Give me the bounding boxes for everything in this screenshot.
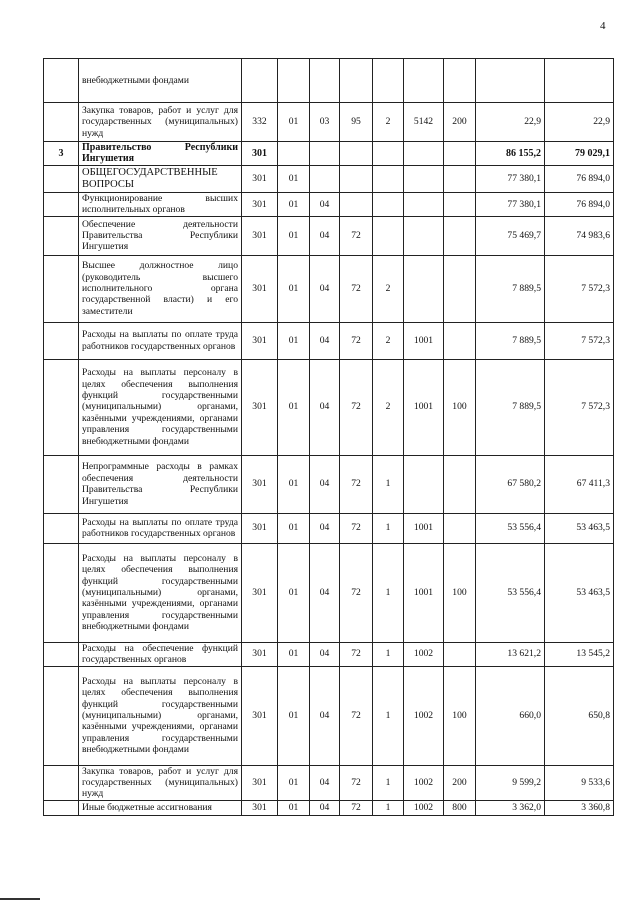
amount-executed bbox=[545, 59, 614, 103]
code-subsection: 04 bbox=[310, 455, 340, 513]
amount-executed: 9 533,6 bbox=[545, 765, 614, 800]
code-subsection: 04 bbox=[310, 255, 340, 322]
item-name: Правительство Республики Ингушетия bbox=[79, 142, 242, 166]
code-section: 01 bbox=[278, 800, 310, 815]
item-name: Расходы на обеспечение функций государственных органов bbox=[79, 642, 242, 666]
amount-executed: 53 463,5 bbox=[545, 543, 614, 642]
code-ministry: 301 bbox=[242, 513, 278, 543]
code-item: 1002 bbox=[404, 642, 444, 666]
amount-planned: 9 599,2 bbox=[476, 765, 545, 800]
table-row bbox=[44, 455, 614, 513]
amount-planned: 7 889,5 bbox=[476, 359, 545, 455]
code-subsection: 03 bbox=[310, 103, 340, 142]
amount-executed: 13 545,2 bbox=[545, 642, 614, 666]
code-expense-type bbox=[444, 513, 476, 543]
table-row bbox=[44, 800, 614, 815]
code-subprogram: 2 bbox=[373, 359, 404, 455]
item-name: внебюджетными фондами bbox=[79, 59, 242, 103]
amount-planned: 22,9 bbox=[476, 103, 545, 142]
code-expense-type: 200 bbox=[444, 103, 476, 142]
code-subprogram: 2 bbox=[373, 255, 404, 322]
code-program: 72 bbox=[340, 255, 373, 322]
code-subsection bbox=[310, 59, 340, 103]
amount-planned: 7 889,5 bbox=[476, 255, 545, 322]
code-subprogram: 1 bbox=[373, 765, 404, 800]
code-item bbox=[404, 192, 444, 216]
amount-executed: 53 463,5 bbox=[545, 513, 614, 543]
amount-planned: 3 362,0 bbox=[476, 800, 545, 815]
code-ministry: 332 bbox=[242, 103, 278, 142]
code-expense-type: 800 bbox=[444, 800, 476, 815]
amount-planned: 7 889,5 bbox=[476, 322, 545, 359]
code-subprogram: 2 bbox=[373, 322, 404, 359]
code-program: 72 bbox=[340, 359, 373, 455]
code-section: 01 bbox=[278, 765, 310, 800]
scan-artifact-line bbox=[0, 898, 40, 900]
table-row bbox=[44, 142, 614, 166]
amount-executed: 76 894,0 bbox=[545, 165, 614, 192]
code-ministry: 301 bbox=[242, 455, 278, 513]
code-subprogram: 1 bbox=[373, 800, 404, 815]
code-ministry: 301 bbox=[242, 255, 278, 322]
row-number bbox=[44, 455, 79, 513]
row-number bbox=[44, 543, 79, 642]
row-number bbox=[44, 165, 79, 192]
code-subsection: 04 bbox=[310, 216, 340, 255]
row-number bbox=[44, 192, 79, 216]
amount-executed: 650,8 bbox=[545, 666, 614, 765]
code-item: 1001 bbox=[404, 359, 444, 455]
code-program: 72 bbox=[340, 543, 373, 642]
code-section: 01 bbox=[278, 359, 310, 455]
code-section: 01 bbox=[278, 642, 310, 666]
row-number bbox=[44, 322, 79, 359]
table-row bbox=[44, 255, 614, 322]
code-ministry: 301 bbox=[242, 359, 278, 455]
code-subsection: 04 bbox=[310, 359, 340, 455]
item-name: Закупка товаров, работ и услуг для государственных (муниципальных) нужд bbox=[79, 103, 242, 142]
code-section: 01 bbox=[278, 216, 310, 255]
amount-planned: 53 556,4 bbox=[476, 513, 545, 543]
row-number bbox=[44, 255, 79, 322]
code-expense-type bbox=[444, 216, 476, 255]
code-section: 01 bbox=[278, 255, 310, 322]
amount-planned: 77 380,1 bbox=[476, 192, 545, 216]
code-subprogram: 1 bbox=[373, 666, 404, 765]
row-number bbox=[44, 513, 79, 543]
amount-planned: 13 621,2 bbox=[476, 642, 545, 666]
code-expense-type bbox=[444, 142, 476, 166]
code-subprogram bbox=[373, 142, 404, 166]
code-item: 1001 bbox=[404, 322, 444, 359]
row-number: 3 bbox=[44, 142, 79, 166]
amount-planned: 77 380,1 bbox=[476, 165, 545, 192]
item-name: Расходы на выплаты персоналу в целях обеспечения выполнения функций государственными (муниципальными) органами, казёнными учреждениями, органами управления государственными внебюджетными фондами bbox=[79, 666, 242, 765]
code-item: 1001 bbox=[404, 513, 444, 543]
amount-planned bbox=[476, 59, 545, 103]
code-expense-type bbox=[444, 642, 476, 666]
table-row bbox=[44, 642, 614, 666]
code-subsection: 04 bbox=[310, 543, 340, 642]
code-program bbox=[340, 59, 373, 103]
amount-planned: 86 155,2 bbox=[476, 142, 545, 166]
item-name: ОБЩЕГОСУДАРСТВЕННЫЕ ВОПРОСЫ bbox=[79, 165, 242, 192]
code-ministry: 301 bbox=[242, 800, 278, 815]
table-row bbox=[44, 765, 614, 800]
code-ministry: 301 bbox=[242, 165, 278, 192]
code-subprogram bbox=[373, 216, 404, 255]
item-name: Функционирование высших исполнительных органов bbox=[79, 192, 242, 216]
code-expense-type: 100 bbox=[444, 359, 476, 455]
item-name: Расходы на выплаты по оплате труда работников государственных органов bbox=[79, 322, 242, 359]
code-item: 1001 bbox=[404, 543, 444, 642]
row-number bbox=[44, 216, 79, 255]
amount-planned: 75 469,7 bbox=[476, 216, 545, 255]
code-item bbox=[404, 165, 444, 192]
code-subprogram: 2 bbox=[373, 103, 404, 142]
amount-executed: 74 983,6 bbox=[545, 216, 614, 255]
code-ministry: 301 bbox=[242, 142, 278, 166]
code-subsection bbox=[310, 142, 340, 166]
table-row bbox=[44, 216, 614, 255]
code-subprogram: 1 bbox=[373, 642, 404, 666]
code-subprogram bbox=[373, 165, 404, 192]
code-subprogram: 1 bbox=[373, 543, 404, 642]
code-ministry: 301 bbox=[242, 216, 278, 255]
code-section: 01 bbox=[278, 322, 310, 359]
code-program bbox=[340, 142, 373, 166]
code-section bbox=[278, 142, 310, 166]
table-row bbox=[44, 359, 614, 455]
code-subprogram bbox=[373, 59, 404, 103]
code-item bbox=[404, 142, 444, 166]
code-item: 5142 bbox=[404, 103, 444, 142]
table-row bbox=[44, 165, 614, 192]
code-section: 01 bbox=[278, 513, 310, 543]
table-row bbox=[44, 513, 614, 543]
code-ministry: 301 bbox=[242, 192, 278, 216]
amount-executed: 7 572,3 bbox=[545, 359, 614, 455]
amount-executed: 67 411,3 bbox=[545, 455, 614, 513]
code-subprogram bbox=[373, 192, 404, 216]
code-item bbox=[404, 455, 444, 513]
code-program: 72 bbox=[340, 765, 373, 800]
code-item: 1002 bbox=[404, 666, 444, 765]
code-program: 72 bbox=[340, 666, 373, 765]
row-number bbox=[44, 765, 79, 800]
code-section: 01 bbox=[278, 103, 310, 142]
code-subsection: 04 bbox=[310, 800, 340, 815]
amount-planned: 660,0 bbox=[476, 666, 545, 765]
code-item: 1002 bbox=[404, 765, 444, 800]
code-program: 72 bbox=[340, 216, 373, 255]
table-row bbox=[44, 322, 614, 359]
row-number bbox=[44, 642, 79, 666]
code-section: 01 bbox=[278, 666, 310, 765]
code-ministry bbox=[242, 59, 278, 103]
item-name: Иные бюджетные ассигнования bbox=[79, 800, 242, 815]
code-program bbox=[340, 192, 373, 216]
budget-table bbox=[43, 58, 614, 816]
code-item bbox=[404, 59, 444, 103]
code-subsection: 04 bbox=[310, 642, 340, 666]
code-expense-type: 100 bbox=[444, 666, 476, 765]
item-name: Закупка товаров, работ и услуг для государственных (муниципальных) нужд bbox=[79, 765, 242, 800]
code-ministry: 301 bbox=[242, 543, 278, 642]
code-item bbox=[404, 216, 444, 255]
code-program: 72 bbox=[340, 455, 373, 513]
item-name: Расходы на выплаты персоналу в целях обеспечения выполнения функций государственными (муниципальными) органами, казёнными учреждениями, органами управления государственными внебюджетными фондами bbox=[79, 359, 242, 455]
code-subprogram: 1 bbox=[373, 513, 404, 543]
table-row bbox=[44, 666, 614, 765]
row-number bbox=[44, 59, 79, 103]
code-expense-type bbox=[444, 322, 476, 359]
item-name: Высшее должностное лицо (руководитель высшего исполнительного органа государственной власти) и его заместители bbox=[79, 255, 242, 322]
item-name: Расходы на выплаты по оплате труда работников государственных органов bbox=[79, 513, 242, 543]
table-body bbox=[44, 59, 614, 816]
code-program: 72 bbox=[340, 513, 373, 543]
row-number bbox=[44, 359, 79, 455]
code-ministry: 301 bbox=[242, 666, 278, 765]
code-item: 1002 bbox=[404, 800, 444, 815]
amount-executed: 7 572,3 bbox=[545, 255, 614, 322]
page-number: 4 bbox=[600, 20, 606, 32]
amount-executed: 7 572,3 bbox=[545, 322, 614, 359]
table-row bbox=[44, 192, 614, 216]
code-expense-type: 200 bbox=[444, 765, 476, 800]
code-subprogram: 1 bbox=[373, 455, 404, 513]
code-expense-type bbox=[444, 192, 476, 216]
amount-planned: 67 580,2 bbox=[476, 455, 545, 513]
item-name: Непрограммные расходы в рамках обеспечения деятельности Правительства Республики Ингушетия bbox=[79, 455, 242, 513]
row-number bbox=[44, 103, 79, 142]
code-ministry: 301 bbox=[242, 642, 278, 666]
code-subsection: 04 bbox=[310, 322, 340, 359]
amount-planned: 53 556,4 bbox=[476, 543, 545, 642]
amount-executed: 76 894,0 bbox=[545, 192, 614, 216]
code-section: 01 bbox=[278, 455, 310, 513]
row-number bbox=[44, 666, 79, 765]
amount-executed: 79 029,1 bbox=[545, 142, 614, 166]
table-row bbox=[44, 543, 614, 642]
code-section: 01 bbox=[278, 192, 310, 216]
code-ministry: 301 bbox=[242, 765, 278, 800]
code-section: 01 bbox=[278, 543, 310, 642]
code-expense-type: 100 bbox=[444, 543, 476, 642]
code-expense-type bbox=[444, 165, 476, 192]
table-row bbox=[44, 59, 614, 103]
item-name: Обеспечение деятельности Правительства Республики Ингушетия bbox=[79, 216, 242, 255]
code-program bbox=[340, 165, 373, 192]
code-ministry: 301 bbox=[242, 322, 278, 359]
code-subsection: 04 bbox=[310, 513, 340, 543]
code-program: 72 bbox=[340, 642, 373, 666]
row-number bbox=[44, 800, 79, 815]
code-subsection: 04 bbox=[310, 765, 340, 800]
amount-executed: 22,9 bbox=[545, 103, 614, 142]
code-subsection bbox=[310, 165, 340, 192]
amount-executed: 3 360,8 bbox=[545, 800, 614, 815]
code-subsection: 04 bbox=[310, 666, 340, 765]
code-program: 72 bbox=[340, 800, 373, 815]
table-row bbox=[44, 103, 614, 142]
code-expense-type bbox=[444, 455, 476, 513]
code-expense-type bbox=[444, 255, 476, 322]
code-section: 01 bbox=[278, 165, 310, 192]
code-expense-type bbox=[444, 59, 476, 103]
code-program: 95 bbox=[340, 103, 373, 142]
code-program: 72 bbox=[340, 322, 373, 359]
code-item bbox=[404, 255, 444, 322]
code-subsection: 04 bbox=[310, 192, 340, 216]
code-section bbox=[278, 59, 310, 103]
item-name: Расходы на выплаты персоналу в целях обеспечения выполнения функций государственными (муниципальными) органами, казёнными учреждениями, органами управления государственными внебюджетными фондами bbox=[79, 543, 242, 642]
